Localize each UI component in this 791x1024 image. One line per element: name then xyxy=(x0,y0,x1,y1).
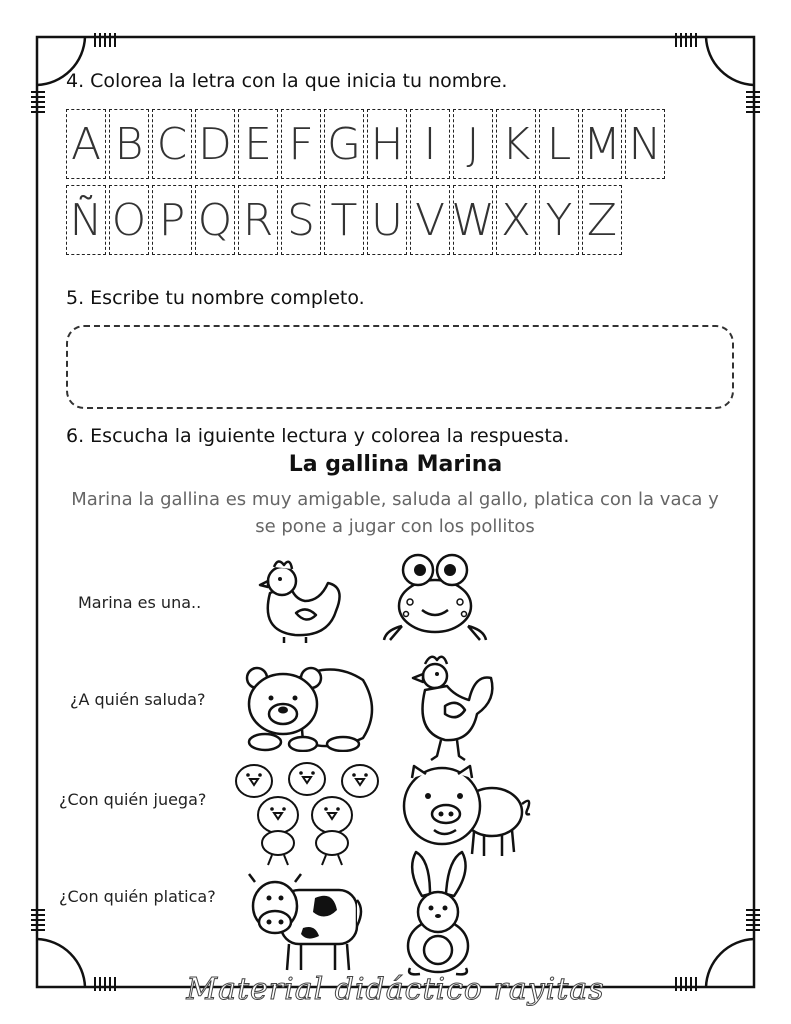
question-2: ¿A quién saluda? xyxy=(70,690,206,709)
story-title: La gallina Marina xyxy=(288,452,503,477)
question-3: ¿Con quién juega? xyxy=(59,790,207,809)
full-name-box[interactable] xyxy=(66,325,734,409)
letter-cell[interactable]: Z xyxy=(582,185,622,255)
letter-cell[interactable]: W xyxy=(453,185,493,255)
letter-row-2 xyxy=(66,185,668,255)
letter-cell[interactable]: D xyxy=(195,109,235,179)
section-6-title: 6. Escucha la iguiente lectura y colorea la respuesta. xyxy=(66,425,570,447)
letter-cell[interactable]: T xyxy=(324,185,364,255)
letter-row-1 xyxy=(66,109,668,179)
question-4: ¿Con quién platica? xyxy=(59,887,216,906)
letter-cell[interactable]: Y xyxy=(539,185,579,255)
letter-cell[interactable]: S xyxy=(281,185,321,255)
rooster-icon[interactable] xyxy=(405,652,501,762)
chicks-icon[interactable] xyxy=(232,755,382,867)
letter-cell[interactable]: B xyxy=(109,109,149,179)
letter-cell[interactable]: G xyxy=(324,109,364,179)
rabbit-icon[interactable] xyxy=(398,850,478,978)
letter-cell[interactable]: X xyxy=(496,185,536,255)
letter-cell[interactable]: I xyxy=(410,109,450,179)
letter-grid xyxy=(66,109,668,255)
letter-cell[interactable]: H xyxy=(367,109,407,179)
pig-icon[interactable] xyxy=(400,764,534,860)
letter-cell[interactable]: R xyxy=(238,185,278,255)
hen-icon[interactable] xyxy=(250,553,350,643)
letter-cell[interactable]: V xyxy=(410,185,450,255)
letter-cell[interactable]: Q xyxy=(195,185,235,255)
letter-cell[interactable]: U xyxy=(367,185,407,255)
letter-cell[interactable]: M xyxy=(582,109,622,179)
section-5-title: 5. Escribe tu nombre completo. xyxy=(66,287,365,309)
letter-cell[interactable]: L xyxy=(539,109,579,179)
section-4-title: 4. Colorea la letra con la que inicia tu nombre. xyxy=(66,70,508,92)
letter-cell[interactable]: E xyxy=(238,109,278,179)
letter-cell[interactable]: P xyxy=(152,185,192,255)
letter-cell[interactable]: K xyxy=(496,109,536,179)
letter-cell[interactable]: C xyxy=(152,109,192,179)
frog-icon[interactable] xyxy=(380,548,490,644)
cow-icon[interactable] xyxy=(245,870,365,976)
letter-cell[interactable]: J xyxy=(453,109,493,179)
question-1: Marina es una.. xyxy=(78,593,202,612)
letter-cell[interactable]: F xyxy=(281,109,321,179)
bear-icon[interactable] xyxy=(243,660,381,752)
letter-cell[interactable]: A xyxy=(66,109,106,179)
letter-cell[interactable]: N xyxy=(625,109,665,179)
footer-watermark: Material didáctico rayitas xyxy=(186,972,605,1007)
story-text: Marina la gallina es muy amigable, saluda al gallo, platica con la vaca y se pone a jugar con los pollitos xyxy=(71,489,719,537)
letter-cell[interactable]: Ñ xyxy=(66,185,106,255)
letter-cell[interactable]: O xyxy=(109,185,149,255)
